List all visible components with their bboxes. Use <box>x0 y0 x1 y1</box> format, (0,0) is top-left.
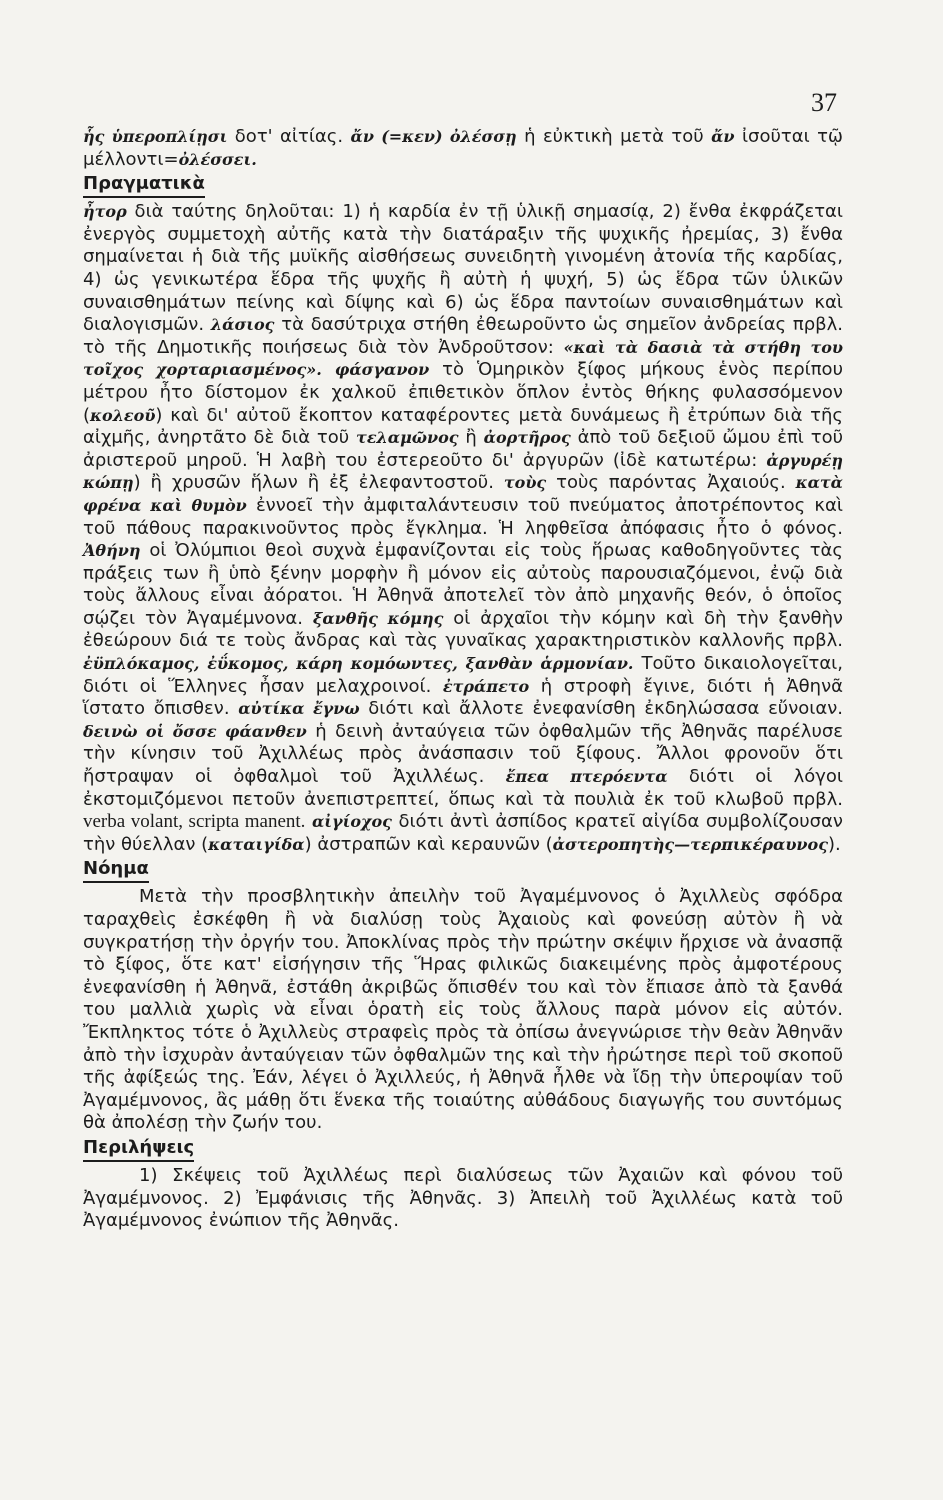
greek-term: αὐτίκα ἔγνω <box>238 699 360 719</box>
page-number: 37 <box>811 88 837 117</box>
latin-phrase: verba volant, scripta manent. <box>83 811 306 833</box>
greek-term: αἰγίοχος <box>311 812 392 832</box>
section-heading-pragmatika: Πραγματικὰ <box>83 173 205 198</box>
greek-term: ἀορτῆρος <box>483 428 571 448</box>
section-heading-noima: Νόημα <box>83 858 149 883</box>
text-run: ) ἢ χρυσῶν ἥλων ἢ ἐξ ἐλεφαντοστοῦ. <box>133 472 504 494</box>
perilipseis-paragraph: 1) Σκέψεις τοῦ Ἀχιλλέως περὶ διαλύσεως τῶν Ἀχαιῶν καὶ φόνου τοῦ Ἀγαμέμνονος. 2) Ἐμφάνισις τῆς Ἀθηνᾶς. 3) Ἀπειλὴ τοῦ Ἀχιλλέως κατὰ τοῦ Ἀγαμέμνονος ἐνώπιον τῆς Ἀθηνᾶς. <box>83 1164 843 1232</box>
text-run <box>322 359 335 380</box>
text-run: διότι οἱ λόγοι ἐκστομιζόμενοι πετοῦν ἀνεπιστρεπτεί, ὅπως καὶ τὰ πουλιὰ ἐκ τοῦ κλωβοῦ πρβλ. <box>83 766 843 810</box>
greek-term: ἄν <box>711 127 735 146</box>
text-run: ). <box>827 833 841 855</box>
text-run: τὰ δασύτριχα στήθη ἐθεωροῦντο ὡς σημεῖον ἀνδρείας πρβλ. τὸ τῆς Δημοτικῆς ποιήσεως διὰ τὸν Ἀνδροῦτσον: <box>83 314 843 358</box>
intro-paragraph <box>83 126 843 171</box>
text-run: τοὺς παρόντας Ἀχαιούς. <box>546 472 796 494</box>
greek-term: φάσγανον <box>334 360 430 380</box>
greek-term: κολεοῦ <box>90 405 156 425</box>
greek-term: ὀλέσσει. <box>178 149 257 169</box>
text-run: δοτ' αἰτίας. <box>227 126 351 147</box>
greek-term: ἦτορ <box>83 202 127 222</box>
text-run: ) καὶ δι' αὐτοῦ ἔκοπτον καταφέροντες μετὰ δυνάμεως ἢ ἐτρύπων διὰ τῆς αἰχμῆς, ἀνηρτᾶτο δὲ διὰ τοῦ <box>83 404 843 449</box>
text-run: τὸ Ὁμηρικὸν ξίφος μήκους ἑνὸς περίπου μέτρου ἦτο δίστομον ἐκ χαλκοῦ ἐπιθετικὸν ὅπλον ἐντὸς θήκης φυλασσόμενον ( <box>83 359 843 426</box>
greek-term: ἀργυρέῃ κώπῃ <box>83 450 843 493</box>
text-run: διὰ ταύτης δηλοῦται: 1) ἡ καρδία ἐν τῇ ὑλικῇ σημασίᾳ, 2) ἔνθα ἐκφράζεται ἐνεργὸς συμμετοχὴ αὐτῆς κατὰ τὴν διατάραξιν τῆς ψυχικῆς ἠρεμίας, 3) ἔνθα σημαίνεται ἡ διὰ τῆς μυϊκῆς αἰσθήσεως συνειδητὴ γινομένη ἀτονία τῆς καρδίας, 4) ὡς γενικωτέρα ἕδρα τῆς ψυχῆς ἢ αὐτὴ ἡ ψυχή, 5) ὡς ἕδρα τῶν ὑλικῶν συναισθημάτων πείνης καὶ δίψης καὶ 6) ὡς ἕδρα παντοίων συναισθημάτων καὶ διαλογισμῶν. <box>83 201 843 336</box>
section-heading-block <box>83 173 843 198</box>
greek-term: δεινὼ οἱ ὄσσε φάανθεν <box>83 721 307 741</box>
section-heading-perilipseis: Περιλήψεις <box>83 1137 194 1162</box>
greek-term: ἐϋπλόκαμος, ἐΰκομος, κάρη κομόωντες, ξανθὰν ἁρμονίαν. <box>83 654 634 674</box>
greek-term: τελαμῶνος <box>356 428 459 448</box>
text-run: ἡ δεινὴ ἀνταύγεια τῶν ὀφθαλμῶν τῆς Ἀθηνᾶς παρέλυσε τὴν κίνησιν τοῦ Ἀχιλλέως πρὸς ἀνάσπασιν τοῦ ξίφους. Ἄλλοι φρονοῦν ὅτι ἤστραψαν οἱ ὀφθαλμοὶ τοῦ Ἀχιλλέως. <box>83 720 844 788</box>
text-run: Τοῦτο δικαιολογεῖται, διότι οἱ Ἕλληνες ἦσαν μελαχροινοί. <box>83 653 843 697</box>
page-body <box>83 126 843 1233</box>
text-run: ἐννοεῖ τὴν ἀμφιταλάντευσιν τοῦ πνεύματος ἀποτρέποντος καὶ τοῦ πάθους παρακινοῦντος πρὸς ἔγκλημα. Ἡ ληφθεῖσα ἀπόφασις ἦτο ὁ φόνος. <box>83 494 843 539</box>
text-run: οἱ Ὀλύμπιοι θεοὶ συχνὰ ἐμφανίζονται εἰς τοὺς ἥρωας καθοδηγοῦντες τὰς πράξεις των ἢ ὑπὸ ξένην μορφὴν ἢ μόνον εἰς αὐτοὺς παρουσιαζόμενοι, ἐνῷ διὰ τοὺς ἄλλους εἶναι ἀόρατοι. Ἡ Ἀθηνᾶ ἀποτελεῖ τὸν ἀπὸ μηχανῆς θεόν, ὁ ὁποῖος σῴζει τὸν Ἀγαμέμνονα. <box>83 540 843 629</box>
section-heading-block <box>83 1137 843 1162</box>
greek-term: ἐτράπετο <box>442 676 530 696</box>
greek-term: ἀστεροπητὴς—τερπικέραυνος <box>552 834 828 854</box>
greek-term: τοὺς <box>503 473 547 493</box>
greek-term: Ἀθήνη <box>83 541 141 561</box>
greek-term: ἄν (=κεν) ὀλέσσῃ <box>350 127 517 146</box>
greek-term: κατὰ φρένα καὶ θυμὸν <box>83 473 843 515</box>
noima-paragraph: Μετὰ τὴν προσβλητικὴν ἀπειλὴν τοῦ Ἀγαμέμνονος ὁ Ἀχιλλεὺς σφόδρα ταραχθεὶς ἐσκέφθη ἢ νὰ διαλύσῃ τοὺς Ἀχαιοὺς καὶ φονεύσῃ αὐτὸν ἢ νὰ συγκρατήσῃ τὴν ὀργήν του. Ἀποκλίνας πρὸς τὴν πρώτην σκέψιν ἤρχισε νὰ ἀνασπᾷ τὸ ξίφος, ὅτε κατ' εἰσήγησιν τῆς Ἥρας φιλικῶς διακειμένης πρὸς ἀμφοτέρους ἐνεφανίσθη ἡ Ἀθηνᾶ, ἐστάθη ἀκριβῶς ὄπισθέν του καὶ τὸν ἔπιασε ἀπὸ τὰ ξανθά του μαλλιὰ χωρὶς νὰ εἶναι ὁρατὴ εἰς τοὺς ἄλλους παρὰ μόνον εἰς αὐτόν. Ἔκπληκτος τότε ὁ Ἀχιλλεὺς στραφεὶς πρὸς τὰ ὀπίσω ἀνεγνώρισε τὴν θεὰν Ἀθηνᾶν ἀπὸ τὴν ἰσχυρὰν ἀνταύγειαν τῶν ὀφθαλμῶν της καὶ τὴν ἠρώτησε περὶ τοῦ σκοποῦ τῆς ἀφίξεώς της. Ἐάν, λέγει ὁ Ἀχιλλεύς, ἡ Ἀθηνᾶ ἦλθε νὰ ἴδῃ τὴν ὑπεροψίαν τοῦ Ἀγαμέμνονος, ἂς μάθῃ ὅτι ἕνεκα τῆς τοιαύτης αὐθάδους διαγωγῆς του συντόμως θὰ ἀπολέσῃ τὴν ζωήν του. <box>83 886 843 1134</box>
text-run: ) ἀστραπῶν καὶ κεραυνῶν ( <box>304 833 553 855</box>
greek-term: λάσιος <box>210 315 275 335</box>
text-run: ἢ <box>458 427 484 449</box>
text-run: διότι ἀντὶ ἀσπίδος κρατεῖ αἰγίδα συμβολίζουσαν τὴν θύελλαν ( <box>83 811 843 855</box>
greek-term: ἧς ὑπεροπλίῃσι <box>83 127 228 146</box>
text-run: οἱ ἀρχαῖοι τὴν κόμην καὶ δὴ τὴν ξανθὴν ἐθεώρουν διά τε τοὺς ἄνδρας καὶ τὰς γυναῖκας χαρακτηριστικὸν καλλονῆς πρβλ. <box>83 607 843 652</box>
text-run: ἀπὸ τοῦ δεξιοῦ ὤμου ἐπὶ τοῦ ἀριστεροῦ μηροῦ. Ἡ λαβὴ του ἐστερεοῦτο δι' ἀργυρῶν (ἰδὲ κατωτέρω: <box>83 427 844 471</box>
text-run: ἡ εὐκτικὴ μετὰ τοῦ <box>516 126 712 147</box>
text-run: ἰσοῦται τῷ μέλλοντι= <box>83 126 844 170</box>
greek-term: ἔπεα πτερόεντα <box>505 767 668 787</box>
section-heading-block <box>83 858 843 883</box>
greek-term: καταιγίδα <box>208 834 305 854</box>
pragmatika-paragraph <box>83 201 843 856</box>
greek-term: «καὶ τὰ δασιὰ τὰ στήθη του τοῖχος χορταριασμένος». <box>83 337 844 380</box>
text-run: διότι καὶ ἄλλοτε ἐνεφανίσθη ἐκδηλώσασα εὔνοιαν. <box>359 698 844 720</box>
greek-term: ξανθῆς κόμης <box>312 608 444 628</box>
text-run: ἡ στροφὴ ἔγινε, διότι ἡ Ἀθηνᾶ ἵστατο ὄπισθεν. <box>83 675 843 720</box>
